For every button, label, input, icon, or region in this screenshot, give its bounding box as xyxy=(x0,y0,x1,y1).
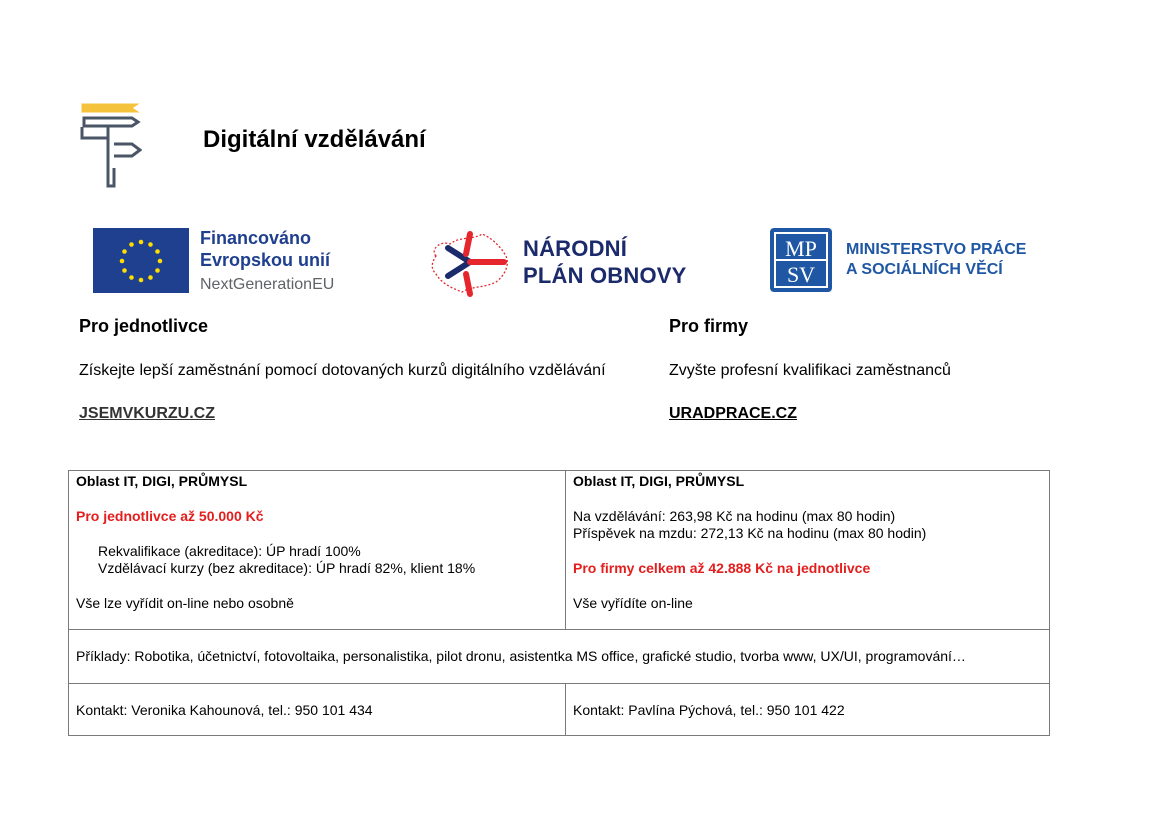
left-area-title: Oblast IT, DIGI, PRŮMYSL xyxy=(76,473,248,489)
right-line1: Na vzdělávání: 263,98 Kč na hodinu (max 80 hodin) xyxy=(573,508,896,524)
mpsv-logo-line1: MINISTERSTVO PRÁCE xyxy=(846,241,1027,258)
eu-funding-logo xyxy=(93,228,349,298)
mpsv-mark-icon xyxy=(770,228,832,292)
eu-logo-line3: NextGenerationEU xyxy=(200,276,335,293)
svg-text:MP: MP xyxy=(785,236,817,261)
companies-text: Zvyšte profesní kvalifikaci zaměstnanců xyxy=(669,362,951,379)
npo-logo xyxy=(426,226,706,302)
table-divider xyxy=(69,683,1049,684)
companies-heading: Pro firmy xyxy=(669,316,749,336)
uradprace-link[interactable]: URADPRACE.CZ xyxy=(669,405,797,422)
contact-left: Kontakt: Veronika Kahounová, tel.: 950 101 434 xyxy=(76,702,373,718)
npo-logo-line2: PLÁN OBNOVY xyxy=(523,263,687,288)
contact-right: Kontakt: Pavlína Pýchová, tel.: 950 101 422 xyxy=(573,702,845,718)
svg-text:SV: SV xyxy=(786,262,816,287)
info-table xyxy=(68,470,1050,736)
right-note: Vše vyřídíte on-line xyxy=(573,595,693,611)
table-divider xyxy=(69,629,1049,630)
left-highlight: Pro jednotlivce až 50.000 Kč xyxy=(76,508,264,524)
jsemvkurzu-link[interactable]: JSEMVKURZU.CZ xyxy=(79,405,216,422)
npo-logo-line1: NÁRODNÍ xyxy=(523,236,628,261)
table-divider xyxy=(565,471,566,629)
page-title: Digitální vzdělávání xyxy=(203,126,426,153)
left-line1: Rekvalifikace (akreditace): ÚP hradí 100% xyxy=(98,543,361,559)
signpost-icon xyxy=(78,100,142,190)
eu-logo-line2: Evropskou unií xyxy=(200,250,331,270)
individuals-text: Získejte lepší zaměstnání pomocí dotovaných kurzů digitálního vzdělávání xyxy=(79,362,606,379)
npo-mark-icon xyxy=(426,226,512,298)
right-area-title: Oblast IT, DIGI, PRŮMYSL xyxy=(573,473,745,489)
left-note: Vše lze vyřídit on-line nebo osobně xyxy=(76,595,294,611)
eu-logo-line1: Financováno xyxy=(200,228,312,248)
mpsv-logo xyxy=(770,228,1040,294)
table-divider xyxy=(565,683,566,735)
eu-flag-icon xyxy=(93,228,189,293)
right-line2: Příspěvek na mzdu: 272,13 Kč na hodinu (max 80 hodin) xyxy=(573,525,927,541)
left-line2: Vzdělávací kurzy (bez akreditace): ÚP hradí 82%, klient 18% xyxy=(98,560,476,576)
mpsv-logo-line2: A SOCIÁLNÍCH VĚCÍ xyxy=(846,261,1003,278)
examples-text: Příklady: Robotika, účetnictví, fotovoltaika, personalistika, pilot dronu, asistentka MS office, grafické studio, tvorba www, UX/UI, programování… xyxy=(76,648,966,664)
right-highlight: Pro firmy celkem až 42.888 Kč na jednotlivce xyxy=(573,560,871,576)
individuals-heading: Pro jednotlivce xyxy=(79,316,209,336)
